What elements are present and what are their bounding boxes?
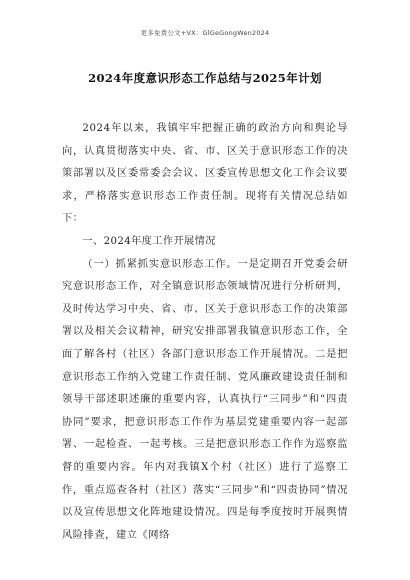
document-title: 2024年度意识形态工作总结与2025年计划 (88, 71, 322, 85)
body-paragraph: （一）抓紧抓实意识形态工作。一是定期召开党委会研究意识形态工作，对全镇意识形态领域情况进行分析研判，及时传达学习中央、省、市、区关于意识形态工作的决策部署以及相关会议精神，研究安排部署我镇意识形态工作，全面了解各村（社区）各部门意识形态工作开展情况。二是把意识形态工作纳入党建工作责任制、党风廉政建设责任制和领导干部述职述廉的重要内容，认真执行“三同步”和“四责协同”要求，把意识形态工作作为基层党建重要内容一起部署、一起检查、一起考核。三是把意识形态工作作为巡察监督的重要内容。年内对我镇X个村（社区）进行了巡察工作，重点巡查各村（社区）落实“三同步”和“四责协同”情况以及宣传思想文化阵地建设情况。四是每季度按时开展舆情风险排查，建立《网络 (62, 258, 348, 541)
header-note: 更多免费公文+VX：GlGeGongWen2024 (140, 29, 270, 37)
document-body (62, 118, 348, 547)
intro-paragraph: 2024年以来，我镇牢牢把握正确的政治方向和舆论导向，认真贯彻落实中央、省、市、区关于意识形态工作的决策部署以及区委常委会会议、区委宣传思想文化工作会议要求，严格落实意识形态工作责任制。现将有关情况总结如下： (62, 123, 348, 225)
section-heading: 一、2024年度工作开展情况 (82, 235, 216, 247)
